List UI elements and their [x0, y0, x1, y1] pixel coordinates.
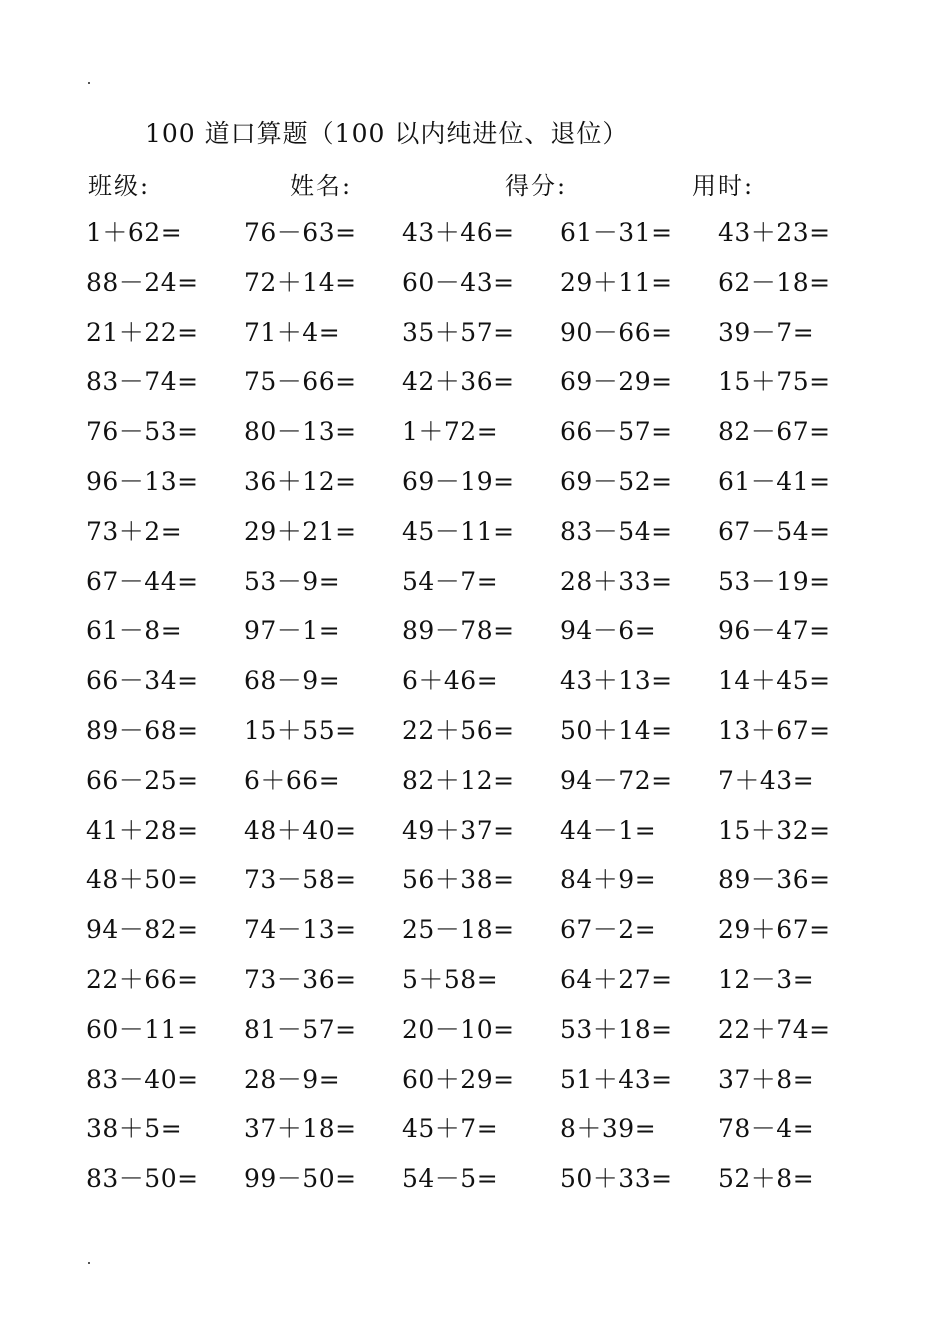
- math-problem: 22＋56=: [402, 715, 515, 745]
- math-problem: 52＋8=: [718, 1164, 815, 1194]
- math-problem: 48＋50=: [86, 865, 199, 895]
- math-problem: 15＋32=: [718, 815, 831, 845]
- math-problem: 83－54=: [560, 516, 673, 546]
- math-problem: 84＋9=: [560, 865, 657, 895]
- math-problem: 76－53=: [86, 417, 199, 447]
- math-problem: 94－82=: [86, 915, 199, 945]
- math-problem: 15＋75=: [718, 367, 831, 397]
- math-problem: 25－18=: [402, 915, 515, 945]
- math-problem: 82＋12=: [402, 765, 515, 795]
- math-problem: 62－18=: [718, 267, 831, 297]
- math-problem: 89－36=: [718, 865, 831, 895]
- math-problem: 43＋46=: [402, 218, 515, 247]
- math-problem: 73－36=: [244, 964, 357, 994]
- math-problem: 71＋4=: [244, 317, 341, 347]
- math-problem: 22＋66=: [86, 964, 199, 994]
- math-problem: 39－7=: [718, 317, 815, 347]
- math-problem: 13＋67=: [718, 715, 831, 745]
- math-problem: 37＋18=: [244, 1114, 357, 1144]
- page-title: 100 道口算题（100 以内纯进位、退位）: [145, 119, 629, 148]
- math-problem: 45－11=: [402, 516, 515, 546]
- math-problem: 41＋28=: [86, 815, 199, 845]
- math-problem: 80－13=: [244, 417, 357, 447]
- math-problem: 83－74=: [86, 367, 199, 397]
- math-problem: 89－68=: [86, 715, 199, 745]
- math-problem: 66－25=: [86, 765, 199, 795]
- math-problem: 68－9=: [244, 666, 341, 696]
- math-problem: 21＋22=: [86, 317, 199, 347]
- math-problem: 12－3=: [718, 964, 815, 994]
- math-problem: 78－4=: [718, 1114, 815, 1144]
- math-problem: 69－29=: [560, 367, 673, 397]
- math-problem: 20－10=: [402, 1014, 515, 1044]
- math-problem: 38＋5=: [86, 1114, 183, 1144]
- math-problem: 53－19=: [718, 566, 831, 596]
- math-problem: 60－43=: [402, 267, 515, 297]
- math-problem: 74－13=: [244, 915, 357, 945]
- math-problem: 49＋37=: [402, 815, 515, 845]
- math-problem: 53＋18=: [560, 1014, 673, 1044]
- math-problem: 1＋62=: [86, 218, 183, 247]
- math-problem: 28－9=: [244, 1064, 341, 1094]
- score-label: 得分:: [505, 172, 568, 200]
- math-problem: 75－66=: [244, 367, 357, 397]
- math-problem: 73＋2=: [86, 516, 183, 546]
- math-problem: 50＋14=: [560, 715, 673, 745]
- student-info-row: [0, 166, 950, 200]
- math-problem: 61－31=: [560, 218, 673, 247]
- page-corner-mark: [88, 1262, 90, 1264]
- math-problem: 1＋72=: [402, 417, 499, 447]
- math-problem: 96－47=: [718, 616, 831, 646]
- math-problem: 43＋13=: [560, 666, 673, 696]
- math-problem: 88－24=: [86, 267, 199, 297]
- math-problem: 69－19=: [402, 466, 515, 496]
- class-label: 班级:: [88, 172, 151, 200]
- math-problem: 76－63=: [244, 218, 357, 247]
- math-problem: 81－57=: [244, 1014, 357, 1044]
- math-problem: 94－72=: [560, 765, 673, 795]
- math-problem: 29＋21=: [244, 516, 357, 546]
- math-problem: 66－34=: [86, 666, 199, 696]
- math-problem: 64＋27=: [560, 964, 673, 994]
- problem-grid: [86, 208, 886, 1204]
- math-problem: 44－1=: [560, 815, 657, 845]
- math-problem: 43＋23=: [718, 218, 831, 247]
- math-problem: 73－58=: [244, 865, 357, 895]
- math-problem: 7＋43=: [718, 765, 815, 795]
- math-problem: 67－2=: [560, 915, 657, 945]
- math-problem: 60－11=: [86, 1014, 199, 1044]
- math-problem: 67－54=: [718, 516, 831, 546]
- math-problem: 28＋33=: [560, 566, 673, 596]
- math-problem: 54－7=: [402, 566, 499, 596]
- name-label: 姓名:: [290, 172, 353, 200]
- math-problem: 97－1=: [244, 616, 341, 646]
- math-problem: 50＋33=: [560, 1164, 673, 1194]
- math-problem: 83－50=: [86, 1164, 199, 1194]
- math-problem: 54－5=: [402, 1164, 499, 1194]
- math-problem: 99－50=: [244, 1164, 357, 1194]
- math-problem: 22＋74=: [718, 1014, 831, 1044]
- math-problem: 94－6=: [560, 616, 657, 646]
- math-problem: 96－13=: [86, 466, 199, 496]
- math-problem: 6＋66=: [244, 765, 341, 795]
- math-problem: 90－66=: [560, 317, 673, 347]
- time-label: 用时:: [692, 172, 755, 200]
- math-problem: 53－9=: [244, 566, 341, 596]
- math-problem: 29＋11=: [560, 267, 673, 297]
- math-problem: 66－57=: [560, 417, 673, 447]
- math-problem: 82－67=: [718, 417, 831, 447]
- page-corner-mark: [88, 82, 90, 84]
- math-problem: 61－8=: [86, 616, 183, 646]
- math-problem: 45＋7=: [402, 1114, 499, 1144]
- math-problem: 48＋40=: [244, 815, 357, 845]
- math-problem: 14＋45=: [718, 666, 831, 696]
- math-problem: 56＋38=: [402, 865, 515, 895]
- math-problem: 36＋12=: [244, 466, 357, 496]
- math-problem: 29＋67=: [718, 915, 831, 945]
- math-problem: 83－40=: [86, 1064, 199, 1094]
- math-problem: 67－44=: [86, 566, 199, 596]
- math-problem: 60＋29=: [402, 1064, 515, 1094]
- math-problem: 69－52=: [560, 466, 673, 496]
- math-problem: 51＋43=: [560, 1064, 673, 1094]
- math-problem: 6＋46=: [402, 666, 499, 696]
- math-problem: 37＋8=: [718, 1064, 815, 1094]
- math-problem: 89－78=: [402, 616, 515, 646]
- math-problem: 42＋36=: [402, 367, 515, 397]
- math-problem: 5＋58=: [402, 964, 499, 994]
- math-problem: 61－41=: [718, 466, 831, 496]
- math-problem: 8＋39=: [560, 1114, 657, 1144]
- math-problem: 15＋55=: [244, 715, 357, 745]
- math-problem: 72＋14=: [244, 267, 357, 297]
- math-problem: 35＋57=: [402, 317, 515, 347]
